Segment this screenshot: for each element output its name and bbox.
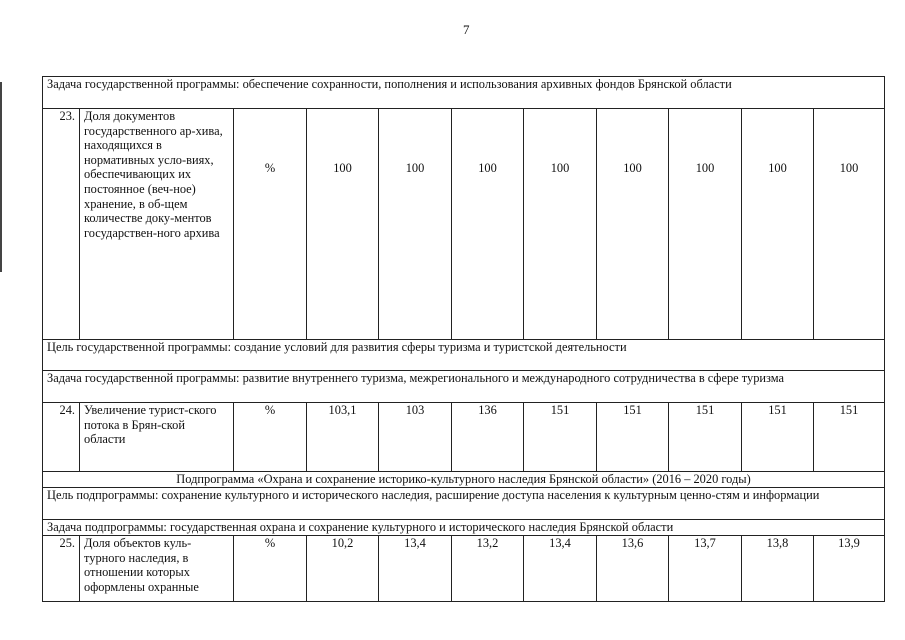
- task-text-archives: Задача государственной программы: обеспечение сохранности, пополнения и использования архивных фондов Брянской области: [43, 77, 885, 109]
- value-cell: 13,4: [524, 536, 597, 602]
- value-cell: 13,9: [814, 536, 885, 602]
- value-cell: 13,7: [669, 536, 742, 602]
- subprogram-goal-row: [43, 488, 885, 520]
- value-cell: 10,2: [307, 536, 379, 602]
- value-cell: 151: [669, 403, 742, 472]
- row-number: 23.: [43, 109, 80, 340]
- indicator-name: Увеличение турист-ского потока в Брян-ской области: [80, 403, 234, 472]
- subprogram-title: Подпрограмма «Охрана и сохранение историко-культурного наследия Брянской области» (2016 – 2020 годы): [43, 472, 885, 488]
- row-number: 25.: [43, 536, 80, 602]
- subprogram-task-text: Задача подпрограммы: государственная охрана и сохранение культурного и исторического наследия Брянской области: [43, 520, 885, 536]
- table-row-23: [43, 109, 885, 340]
- goal-text-tourism: Цель государственной программы: создание условий для развития сферы туризма и туристской деятельности: [43, 340, 885, 371]
- indicator-name: Доля документов государственного ар-хива, находящихся в нормативных усло-виях, обеспечивающих их постоянное (веч-ное) хранение, в об-щем количестве доку-ментов государствен-ного архива: [80, 109, 234, 340]
- value-cell: 103: [379, 403, 452, 472]
- value-cell: 100: [379, 109, 452, 340]
- unit-cell: %: [234, 109, 307, 340]
- value-cell: 100: [742, 109, 814, 340]
- value-cell: 13,8: [742, 536, 814, 602]
- indicator-name: Доля объектов куль-турного наследия, в отношении которых оформлены охранные: [80, 536, 234, 602]
- value-cell: 151: [524, 403, 597, 472]
- value-cell: 100: [814, 109, 885, 340]
- subprogram-row: [43, 472, 885, 488]
- value-cell: 151: [597, 403, 669, 472]
- page-number: 7: [463, 22, 470, 37]
- task-text-tourism: Задача государственной программы: развитие внутреннего туризма, межрегионального и международного сотрудничества в сфере туризма: [43, 371, 885, 403]
- value-cell: 151: [814, 403, 885, 472]
- table-row-25: [43, 536, 885, 602]
- task-row-archives: [43, 77, 885, 109]
- subprogram-goal-text: Цель подпрограммы: сохранение культурного и исторического наследия, расширение доступа населения к культурным ценно-стям и информации: [43, 488, 885, 520]
- goal-row-tourism: [43, 340, 885, 371]
- value-cell: 100: [669, 109, 742, 340]
- unit-cell: %: [234, 536, 307, 602]
- value-cell: 103,1: [307, 403, 379, 472]
- task-row-tourism: [43, 371, 885, 403]
- value-cell: 100: [524, 109, 597, 340]
- row-number: 24.: [43, 403, 80, 472]
- value-cell: 136: [452, 403, 524, 472]
- value-cell: 151: [742, 403, 814, 472]
- margin-mark: [0, 82, 2, 272]
- indicators-table: [42, 76, 885, 602]
- table-row-24: [43, 403, 885, 472]
- value-cell: 13,2: [452, 536, 524, 602]
- value-cell: 100: [597, 109, 669, 340]
- value-cell: 100: [452, 109, 524, 340]
- value-cell: 100: [307, 109, 379, 340]
- subprogram-task-row: [43, 520, 885, 536]
- unit-cell: %: [234, 403, 307, 472]
- value-cell: 13,6: [597, 536, 669, 602]
- value-cell: 13,4: [379, 536, 452, 602]
